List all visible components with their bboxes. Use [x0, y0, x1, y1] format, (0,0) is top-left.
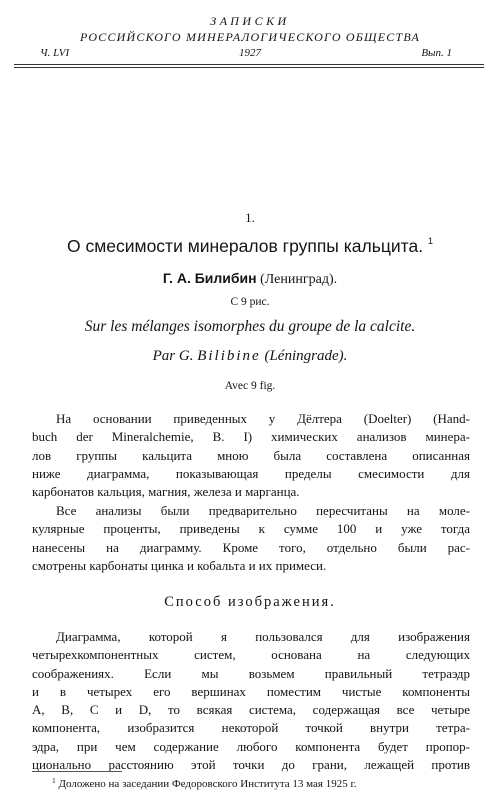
- text-line: A, B, C и D, то всякая система, содержащая все четыре: [32, 702, 470, 718]
- header-rule-bottom: [14, 67, 484, 68]
- text-line: соображениях. Если мы возьмем правильный тетраэдр: [32, 665, 470, 681]
- journal-title-line2: РОССИЙСКОГО МИНЕРАЛОГИЧЕСКОГО ОБЩЕСТВА: [80, 30, 420, 44]
- text-line: нанесены на диаграмму. Кроме того, отдельно были рас-: [32, 539, 470, 555]
- journal-title-line1: ЗАПИСКИ: [210, 14, 290, 28]
- footnote: [52, 776, 357, 790]
- author-affiliation: (Ленинград).: [260, 272, 338, 287]
- paragraph-analyses: [32, 502, 470, 575]
- paragraph-intro: [32, 410, 470, 501]
- article-title-fr: Sur les mélanges isomorphes du groupe de la calcite.: [84, 318, 416, 335]
- article-author-fr: [0, 348, 500, 365]
- journal-year: 1927: [239, 47, 261, 59]
- text-line: четырехкомпонентных систем, основана на следующих: [32, 647, 470, 663]
- text-line: ционально расстоянию этой точки до грани, лежащей против: [32, 757, 470, 773]
- text-line: Диаграмма, которой я пользовался для изображения: [56, 629, 470, 644]
- text-line: эдра, при чем содержание любого компонента будет пропор-: [32, 738, 470, 754]
- article-number: 1.: [245, 210, 255, 225]
- text-line: кулярные проценты, приведены к сумме 100 и уже тогда: [32, 521, 470, 537]
- journal-issue: Вып. 1: [421, 47, 452, 59]
- section-heading: Способ изображения.: [164, 594, 336, 610]
- title-footnote-mark: 1: [427, 236, 433, 246]
- author-name: Г. А. Билибин: [162, 270, 257, 286]
- paragraph-method: [32, 628, 470, 774]
- text-line: и в четырех его вершинах поместим чистые компоненты: [32, 683, 470, 699]
- footnote-rule: [32, 771, 122, 772]
- article-title: [0, 236, 500, 257]
- text-line: карбонатов кальция, магния, железа и марганца.: [32, 484, 300, 500]
- footnote-mark: 1: [52, 776, 56, 785]
- text-line: компонента, изобразится некоторой точкой внутри тетра-: [32, 720, 470, 736]
- header-rule-top: [14, 64, 484, 65]
- footnote-text: Доложено на заседании Федоровского Института 13 мая 1925 г.: [58, 778, 357, 790]
- text-line: смотрены карбонаты цинка и кобальта и их примеси.: [32, 557, 327, 573]
- author-fr-name: Bilibine: [197, 348, 261, 364]
- journal-part: Ч. LVI: [40, 47, 70, 59]
- article-author: [0, 270, 500, 288]
- author-fr-place: (Léningrade).: [264, 348, 348, 364]
- text-line: На основании приведенных у Дёлтера (Doelter) (Hand-: [56, 411, 470, 426]
- text-line: ниже диаграмма, показывающая пределы смесимости для: [32, 465, 470, 481]
- figure-count-ru: С 9 рис.: [230, 296, 270, 308]
- text-line: лов группы кальцита мною была составлена описанная: [32, 447, 470, 463]
- figure-count-fr: Avec 9 fig.: [224, 380, 276, 392]
- author-fr-prefix: Par G.: [152, 348, 194, 364]
- text-line: buch der Mineralchemie, B. I) химических анализов минера-: [32, 429, 470, 445]
- article-title-text: О смесимости минералов группы кальцита.: [67, 236, 424, 256]
- text-line: Все анализы были предварительно пересчитаны на моле-: [56, 503, 470, 518]
